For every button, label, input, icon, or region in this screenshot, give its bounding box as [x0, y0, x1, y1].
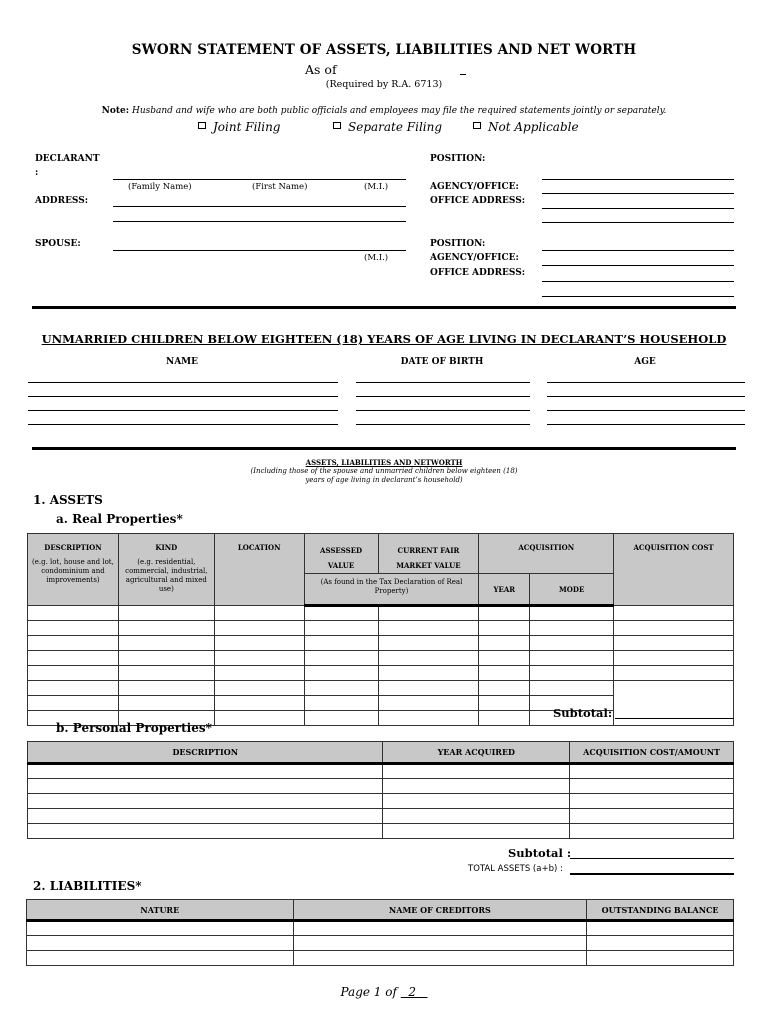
table-row[interactable]	[28, 824, 734, 839]
table-row[interactable]	[28, 764, 734, 779]
position-field[interactable]	[542, 179, 734, 180]
outstanding-balance-header: OUTSTANDING BALANCE	[587, 900, 734, 921]
alnw-subtitle	[0, 467, 768, 485]
declarant-name-field[interactable]	[113, 179, 406, 180]
table-row[interactable]	[27, 951, 734, 966]
child-dob-field[interactable]	[356, 396, 530, 397]
table-row[interactable]	[28, 809, 734, 824]
section-divider	[32, 306, 736, 309]
total-pages: 2	[408, 985, 417, 999]
children-age-header: AGE	[634, 357, 656, 367]
as-of-field[interactable]	[460, 74, 466, 75]
note	[0, 106, 768, 116]
page-prefix: Page 1 of	[340, 985, 397, 999]
section-divider	[32, 447, 736, 450]
personal-subtotal-label: Subtotal :	[508, 846, 572, 860]
office-address-label: OFFICE ADDRESS:	[430, 196, 526, 206]
as-of-label: As of	[305, 62, 337, 77]
creditors-header: NAME OF CREDITORS	[293, 900, 587, 921]
spouse-name-field[interactable]	[113, 250, 406, 251]
spouse-office-address-label: OFFICE ADDRESS:	[430, 268, 526, 278]
address-label: ADDRESS:	[35, 196, 89, 206]
child-name-field[interactable]	[28, 382, 338, 383]
alnw-subtitle-line: years of age living in declarant’s household)	[305, 476, 463, 484]
personal-properties-table	[27, 741, 734, 839]
child-name-field[interactable]	[28, 424, 338, 425]
child-age-field[interactable]	[547, 410, 745, 411]
child-name-field[interactable]	[28, 396, 338, 397]
nature-header: NATURE	[27, 900, 294, 921]
checkbox-icon[interactable]	[333, 122, 341, 129]
declarant-label: DECLARANT	[35, 154, 100, 164]
personal-subtotal-field[interactable]	[570, 858, 734, 859]
child-dob-field[interactable]	[356, 410, 530, 411]
personal-description-header: DESCRIPTION	[28, 742, 383, 764]
spouse-position-label: POSITION:	[430, 239, 486, 249]
year-header: YEAR	[479, 574, 530, 606]
real-subtotal-field[interactable]	[615, 718, 734, 719]
note-label: Note:	[101, 106, 130, 116]
child-age-field[interactable]	[547, 396, 745, 397]
note-text: Husband and wife who are both public officials and employees may file the required statements jointly or separately.	[131, 106, 667, 116]
table-row[interactable]	[28, 621, 734, 636]
not-applicable-option[interactable]: Not Applicable	[473, 120, 579, 134]
location-header: LOCATION	[214, 534, 304, 606]
checkbox-icon[interactable]	[473, 122, 481, 129]
acquisition-cost-header: ACQUISITION COST	[614, 534, 734, 606]
position-label: POSITION:	[430, 154, 486, 164]
mode-header: MODE	[530, 574, 614, 606]
year-acquired-header: YEAR ACQUIRED	[383, 742, 570, 764]
table-row[interactable]	[27, 921, 734, 936]
alnw-subtitle-line: (Including those of the spouse and unmarried children below eighteen (18)	[250, 467, 518, 475]
spouse-position-field[interactable]	[542, 250, 734, 251]
child-dob-field[interactable]	[356, 382, 530, 383]
family-name-caption: (Family Name)	[128, 182, 192, 192]
required-by: (Required by R.A. 6713)	[325, 79, 443, 90]
spouse-office-address-field-1[interactable]	[542, 281, 734, 282]
real-properties-table	[27, 533, 734, 726]
children-section-title: UNMARRIED CHILDREN BELOW EIGHTEEN (18) YEARS OF AGE LIVING IN DECLARANT’S HOUSEHOLD	[41, 332, 727, 346]
alnw-title: ASSETS, LIABILITIES AND NETWORTH	[305, 458, 463, 467]
mi-caption: (M.I.)	[364, 182, 389, 192]
fair-market-value-header: CURRENT FAIR MARKET VALUE	[378, 534, 479, 574]
spouse-office-address-field-2[interactable]	[542, 296, 734, 297]
table-row[interactable]	[28, 681, 734, 696]
spouse-mi-caption: (M.I.)	[364, 253, 389, 263]
address-field-2[interactable]	[113, 221, 406, 222]
children-name-header: NAME	[165, 357, 199, 367]
acquisition-header: ACQUISITION	[479, 534, 614, 574]
children-dob-header: DATE OF BIRTH	[400, 357, 484, 367]
separate-filing-option[interactable]: Separate Filing	[333, 120, 442, 134]
child-age-field[interactable]	[547, 424, 745, 425]
real-properties-heading: a. Real Properties*	[56, 512, 183, 526]
joint-filing-option[interactable]: Joint Filing	[198, 120, 281, 134]
assets-heading: 1. ASSETS	[33, 493, 103, 507]
spouse-agency-label: AGENCY/OFFICE:	[430, 253, 519, 263]
description-header: DESCRIPTION (e.g. lot, house and lot, condominium and improvements)	[28, 534, 119, 606]
liabilities-table	[26, 899, 734, 966]
liabilities-heading: 2. LIABILITIES*	[33, 879, 142, 893]
form-title: SWORN STATEMENT OF ASSETS, LIABILITIES AND NET WORTH	[131, 42, 637, 58]
personal-properties-heading: b. Personal Properties*	[56, 721, 212, 735]
child-name-field[interactable]	[28, 410, 338, 411]
table-row[interactable]	[28, 666, 734, 681]
page-indicator	[0, 985, 768, 999]
real-subtotal-label: Subtotal:	[553, 706, 613, 720]
office-address-field-1[interactable]	[542, 208, 734, 209]
table-row[interactable]	[28, 651, 734, 666]
table-row[interactable]	[28, 779, 734, 794]
office-address-field-2[interactable]	[542, 222, 734, 223]
table-row[interactable]	[28, 794, 734, 809]
child-age-field[interactable]	[547, 382, 745, 383]
total-assets-label: TOTAL ASSETS (a+b) :	[468, 864, 563, 874]
kind-header: KIND (e.g. residential, commercial, industrial, agricultural and mixed use)	[118, 534, 214, 606]
table-row[interactable]	[28, 636, 734, 651]
agency-label: AGENCY/OFFICE:	[430, 182, 519, 192]
tax-declaration-note: (As found in the Tax Declaration of Real Property)	[304, 574, 479, 606]
table-row[interactable]	[28, 606, 734, 621]
first-name-caption: (First Name)	[252, 182, 308, 192]
total-assets-field[interactable]	[570, 873, 734, 875]
address-field-1[interactable]	[113, 206, 406, 207]
checkbox-icon[interactable]	[198, 122, 206, 129]
spouse-agency-field[interactable]	[542, 265, 734, 266]
assessed-value-header: ASSESSED VALUE	[304, 534, 378, 574]
child-dob-field[interactable]	[356, 424, 530, 425]
table-row[interactable]	[27, 936, 734, 951]
spouse-label: SPOUSE:	[35, 239, 81, 249]
agency-field[interactable]	[542, 193, 734, 194]
acquisition-cost-amount-header: ACQUISITION COST/AMOUNT	[570, 742, 734, 764]
declarant-colon: :	[35, 168, 39, 178]
